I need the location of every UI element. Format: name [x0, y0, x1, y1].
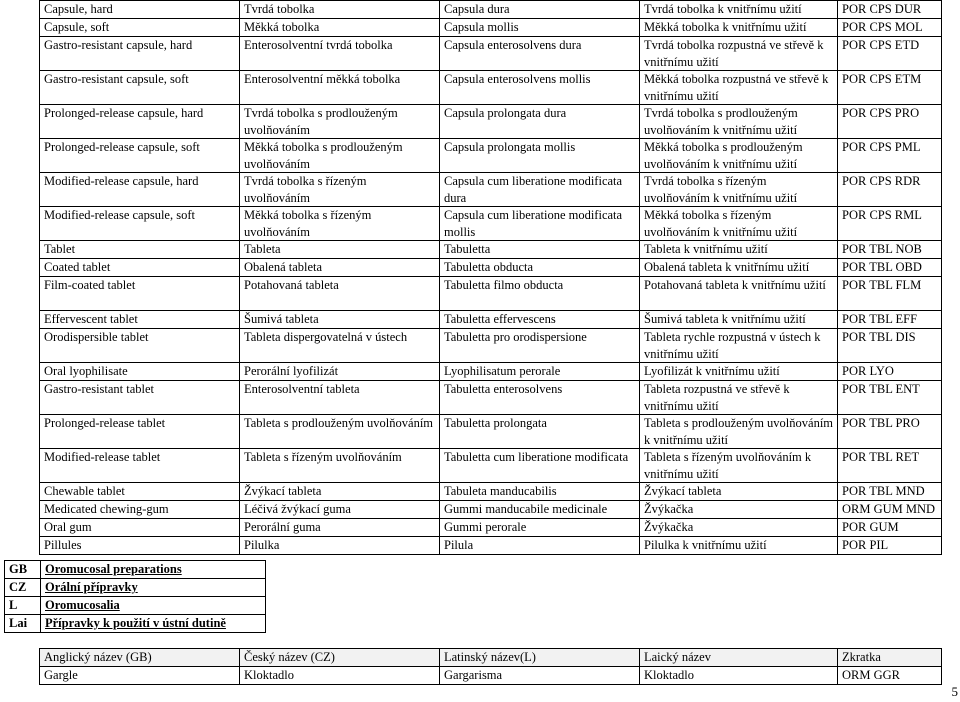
table-cell: POR PIL [838, 537, 942, 555]
table-cell: Lyofilizát k vnitřnímu užití [640, 363, 838, 381]
legend-row [5, 579, 266, 597]
table-row [40, 207, 942, 241]
table-cell: POR CPS PML [838, 139, 942, 173]
table-cell: POR CPS ETD [838, 37, 942, 71]
table-cell: POR TBL MND [838, 483, 942, 501]
table-cell: Capsula enterosolvens mollis [440, 71, 640, 105]
legend-table [4, 560, 266, 633]
table-cell: Capsula cum liberatione modificata mollis [440, 207, 640, 241]
table-row [40, 1, 942, 19]
table-cell: Capsula cum liberatione modificata dura [440, 173, 640, 207]
table-cell: Tableta rozpustná ve střevě k vnitřnímu užití [640, 381, 838, 415]
table-cell: POR TBL DIS [838, 329, 942, 363]
legend-row [5, 561, 266, 579]
table-row [40, 363, 942, 381]
table-cell: Chewable tablet [40, 483, 240, 501]
column-header: Zkratka [838, 649, 942, 667]
table-cell: Prolonged-release capsule, soft [40, 139, 240, 173]
dosage-forms-table [39, 0, 942, 555]
table-row [40, 537, 942, 555]
table-cell: Tableta rychle rozpustná v ústech k vnitřnímu užití [640, 329, 838, 363]
table-cell: Gummi manducabile medicinale [440, 501, 640, 519]
table-cell: Capsule, soft [40, 19, 240, 37]
table-cell: Tabuletta prolongata [440, 415, 640, 449]
table-cell: Oral gum [40, 519, 240, 537]
table-cell: Léčivá žvýkací guma [240, 501, 440, 519]
table-cell: Enterosolventní tvrdá tobolka [240, 37, 440, 71]
table-cell: Kloktadlo [640, 667, 838, 685]
table-cell: Modified-release tablet [40, 449, 240, 483]
table-cell: Žvýkací tableta [640, 483, 838, 501]
table-cell: POR GUM [838, 519, 942, 537]
legend-text: Orální přípravky [41, 579, 266, 597]
dosage-forms-table-body [40, 1, 942, 555]
table-cell: Tabuletta [440, 241, 640, 259]
table-cell: Oral lyophilisate [40, 363, 240, 381]
table-cell: Capsula prolongata mollis [440, 139, 640, 173]
table-cell: Pilulka k vnitřnímu užití [640, 537, 838, 555]
table-cell: Pilulka [240, 537, 440, 555]
table-cell: Tvrdá tobolka s řízeným uvolňováním [240, 173, 440, 207]
table-cell: POR CPS RML [838, 207, 942, 241]
table-cell: Enterosolventní tableta [240, 381, 440, 415]
table-cell: Potahovaná tableta k vnitřnímu užití [640, 277, 838, 311]
column-header: Laický název [640, 649, 838, 667]
table-cell: Tabuletta filmo obducta [440, 277, 640, 311]
table-row [40, 449, 942, 483]
table-row [40, 139, 942, 173]
table-cell: Tableta [240, 241, 440, 259]
table-cell: Tabuleta manducabilis [440, 483, 640, 501]
table-cell: Prolonged-release tablet [40, 415, 240, 449]
table-row [40, 501, 942, 519]
table-cell: Film-coated tablet [40, 277, 240, 311]
table-cell: POR TBL RET [838, 449, 942, 483]
table-cell: POR CPS MOL [838, 19, 942, 37]
table-cell: Capsula mollis [440, 19, 640, 37]
table-cell: Lyophilisatum perorale [440, 363, 640, 381]
table-cell: Žvýkačka [640, 501, 838, 519]
legend-text: Oromucosal preparations [41, 561, 266, 579]
table-cell: POR LYO [838, 363, 942, 381]
column-header: Anglický název (GB) [40, 649, 240, 667]
table-cell: Tableta s řízeným uvolňováním [240, 449, 440, 483]
table-cell: Gummi perorale [440, 519, 640, 537]
table-cell: Gargle [40, 667, 240, 685]
table-cell: Kloktadlo [240, 667, 440, 685]
table-cell: Capsula dura [440, 1, 640, 19]
table-cell: Medicated chewing-gum [40, 501, 240, 519]
table-row [40, 519, 942, 537]
table-cell: ORM GGR [838, 667, 942, 685]
header-row [40, 649, 942, 667]
legend-code: GB [5, 561, 41, 579]
table-cell: Tabuletta obducta [440, 259, 640, 277]
table-cell: Měkká tobolka s řízeným uvolňováním k vnitřnímu užití [640, 207, 838, 241]
table-cell: Tvrdá tobolka s prodlouženým uvolňováním [240, 105, 440, 139]
table-cell: Měkká tobolka rozpustná ve střevě k vnitřnímu užití [640, 71, 838, 105]
table-cell: Tvrdá tobolka rozpustná ve střevě k vnitřnímu užití [640, 37, 838, 71]
column-header: Český název (CZ) [240, 649, 440, 667]
table-cell: POR TBL FLM [838, 277, 942, 311]
legend-row [5, 615, 266, 633]
table-cell: Žvýkačka [640, 519, 838, 537]
table-cell: Tablet [40, 241, 240, 259]
table-row [40, 667, 942, 685]
table-cell: Prolonged-release capsule, hard [40, 105, 240, 139]
table-row [40, 259, 942, 277]
table-row [40, 329, 942, 363]
table-cell: Orodispersible tablet [40, 329, 240, 363]
legend-code: L [5, 597, 41, 615]
table-cell: Měkká tobolka s prodlouženým uvolňováním k vnitřnímu užití [640, 139, 838, 173]
table-row [40, 311, 942, 329]
table-cell: Potahovaná tableta [240, 277, 440, 311]
table-cell: Tableta s řízeným uvolňováním k vnitřnímu užití [640, 449, 838, 483]
legend-text: Přípravky k použití v ústní dutině [41, 615, 266, 633]
table-row [40, 37, 942, 71]
table-cell: Obalená tableta k vnitřnímu užití [640, 259, 838, 277]
table-row [40, 277, 942, 311]
table-cell: Pillules [40, 537, 240, 555]
table-cell: Tvrdá tobolka s prodlouženým uvolňováním k vnitřnímu užití [640, 105, 838, 139]
table-row [40, 71, 942, 105]
table-cell: Šumivá tableta [240, 311, 440, 329]
table-cell: Perorální lyofilizát [240, 363, 440, 381]
table-cell: Gastro-resistant capsule, hard [40, 37, 240, 71]
table-cell: Pilula [440, 537, 640, 555]
table-cell: Tvrdá tobolka [240, 1, 440, 19]
table-cell: POR CPS DUR [838, 1, 942, 19]
table-cell: Modified-release capsule, hard [40, 173, 240, 207]
table-cell: POR CPS RDR [838, 173, 942, 207]
page-number: 5 [951, 684, 958, 699]
legend-table-body [5, 561, 266, 633]
table-cell: Capsula enterosolvens dura [440, 37, 640, 71]
table-cell: Tableta s prodlouženým uvolňováním k vnitřnímu užití [640, 415, 838, 449]
table-cell: Tableta s prodlouženým uvolňováním [240, 415, 440, 449]
table-row [40, 19, 942, 37]
table-cell: Perorální guma [240, 519, 440, 537]
table-cell: Enterosolventní měkká tobolka [240, 71, 440, 105]
table-row [40, 415, 942, 449]
table-cell: Tableta k vnitřnímu užití [640, 241, 838, 259]
table-cell: Tabuletta pro orodispersione [440, 329, 640, 363]
table-cell: Modified-release capsule, soft [40, 207, 240, 241]
table-cell: Šumivá tableta k vnitřnímu užití [640, 311, 838, 329]
table-cell: POR TBL OBD [838, 259, 942, 277]
table-cell: Měkká tobolka k vnitřnímu užití [640, 19, 838, 37]
table-row [40, 381, 942, 415]
table-cell: Tabuletta cum liberatione modificata [440, 449, 640, 483]
table-cell: POR TBL NOB [838, 241, 942, 259]
table-cell: Měkká tobolka [240, 19, 440, 37]
table-cell: POR CPS ETM [838, 71, 942, 105]
table-cell: POR TBL EFF [838, 311, 942, 329]
table-cell: Effervescent tablet [40, 311, 240, 329]
legend-row [5, 597, 266, 615]
table-cell: POR TBL PRO [838, 415, 942, 449]
table-row [40, 241, 942, 259]
table-cell: Žvýkací tableta [240, 483, 440, 501]
table-cell: Tableta dispergovatelná v ústech [240, 329, 440, 363]
table-cell: Tabuletta enterosolvens [440, 381, 640, 415]
table-cell: POR TBL ENT [838, 381, 942, 415]
table-row [40, 483, 942, 501]
table-cell: Gargarisma [440, 667, 640, 685]
table-cell: Tabuletta effervescens [440, 311, 640, 329]
column-header: Latinský název(L) [440, 649, 640, 667]
table-cell: Gastro-resistant capsule, soft [40, 71, 240, 105]
table-cell: Gastro-resistant tablet [40, 381, 240, 415]
oromucosal-table-body [40, 649, 942, 685]
table-row [40, 105, 942, 139]
table-row [40, 173, 942, 207]
oromucosal-table [39, 648, 942, 685]
table-cell: Capsula prolongata dura [440, 105, 640, 139]
table-cell: Měkká tobolka s prodlouženým uvolňováním [240, 139, 440, 173]
table-cell: ORM GUM MND [838, 501, 942, 519]
table-cell: Capsule, hard [40, 1, 240, 19]
table-cell: Měkká tobolka s řízeným uvolňováním [240, 207, 440, 241]
table-cell: Tvrdá tobolka k vnitřnímu užití [640, 1, 838, 19]
legend-code: Lai [5, 615, 41, 633]
legend-text: Oromucosalia [41, 597, 266, 615]
table-cell: Obalená tableta [240, 259, 440, 277]
legend-code: CZ [5, 579, 41, 597]
table-cell: Tvrdá tobolka s řízeným uvolňováním k vnitřnímu užití [640, 173, 838, 207]
table-cell: Coated tablet [40, 259, 240, 277]
table-cell: POR CPS PRO [838, 105, 942, 139]
